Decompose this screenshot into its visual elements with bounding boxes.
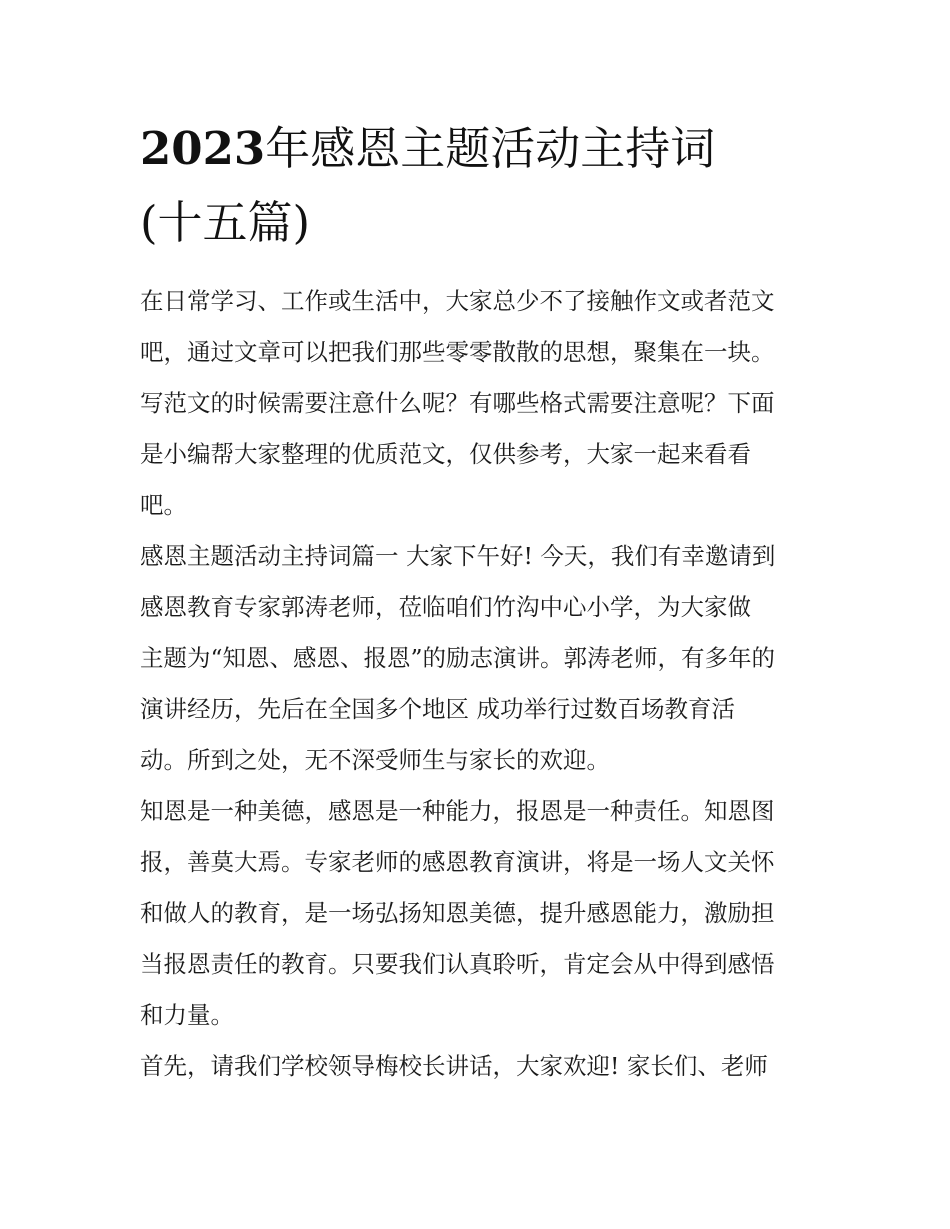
intro-paragraph <box>140 276 830 531</box>
section-one-paragraph <box>140 531 830 786</box>
title-line-1 <box>140 112 820 186</box>
text-line: 演讲经历，先后在全国多个地区 成功举行过数百场教育活 <box>140 695 735 723</box>
document-body <box>140 276 830 1092</box>
title-year: 2023 <box>140 122 266 175</box>
text-line: 知恩是一种美德，感恩是一种能力，报恩是一种责任。知恩图 <box>140 797 775 825</box>
text-line: 是小编帮大家整理的优质范文，仅供参考，大家一起来看看 <box>140 440 751 468</box>
text-line: 和做人的教育，是一场弘扬知恩美德，提升感恩能力，激励担 <box>140 899 775 927</box>
text-line: 主题为“知恩、感恩、报恩”的励志演讲。郭涛老师，有多年的 <box>140 644 776 672</box>
text-line: 动。所到之处，无不深受师生与家长的欢迎。 <box>140 746 610 774</box>
gratitude-paragraph <box>140 786 830 1041</box>
text-line: 首先，请我们学校领导梅校长讲话，大家欢迎! 家长们、老师 <box>140 1052 768 1080</box>
document-title <box>140 112 820 260</box>
text-line: 感恩主题活动主持词篇一 大家下午好! 今天，我们有幸邀请到 <box>140 542 776 570</box>
text-line: 感恩教育专家郭涛老师，莅临咱们竹沟中心小学，为大家做 <box>140 593 751 621</box>
title-line-2: (十五篇) <box>140 196 311 249</box>
closing-paragraph <box>140 1041 830 1092</box>
text-line: 吧。 <box>140 491 187 519</box>
text-line: 在日常学习、工作或生活中，大家总少不了接触作文或者范文 <box>140 287 775 315</box>
text-line: 写范文的时候需要注意什么呢？有哪些格式需要注意呢？下面 <box>140 389 775 417</box>
text-line: 吧，通过文章可以把我们那些零零散散的思想，聚集在一块。 <box>140 338 775 366</box>
text-line: 和力量。 <box>140 1001 234 1029</box>
title-text: 年感恩主题活动主持词 <box>265 122 716 175</box>
text-line: 报，善莫大焉。专家老师的感恩教育演讲，将是一场人文关怀 <box>140 848 775 876</box>
text-line: 当报恩责任的教育。只要我们认真聆听，肯定会从中得到感悟 <box>140 950 775 978</box>
